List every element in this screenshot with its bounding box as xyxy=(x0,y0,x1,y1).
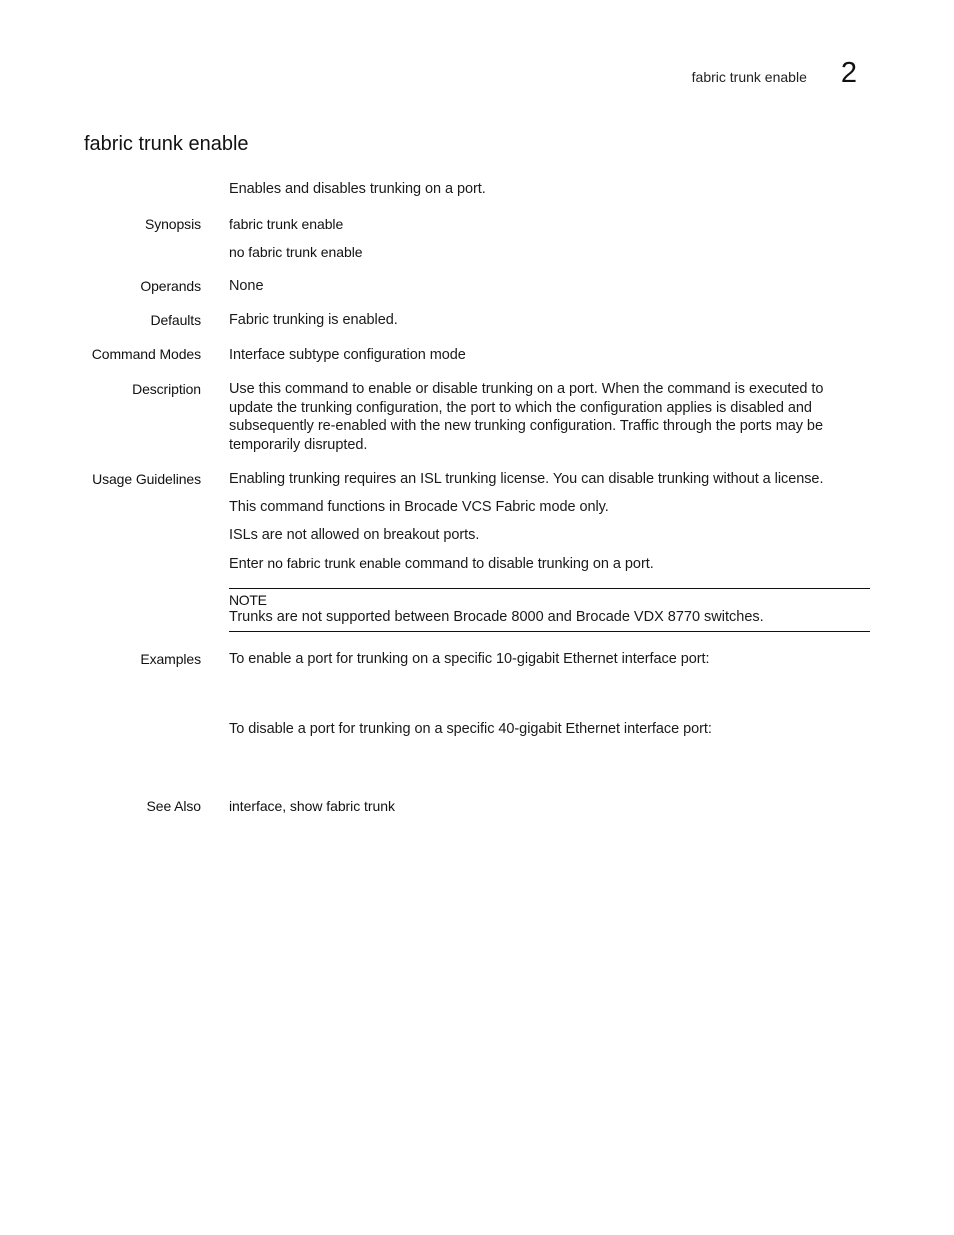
defaults-text: Fabric trunking is enabled. xyxy=(229,312,398,328)
example-2-text: To disable a port for trunking on a specific 40-gigabit Ethernet interface port: xyxy=(229,721,712,737)
description-text: Use this command to enable or disable trunking on a port. When the command is executed to update the trunking configuration, the port to which the configuration applies is disabled and subsequently re-enabled with the new trunking configuration. Traffic through the ports may be temporarily disrupted. xyxy=(229,381,824,453)
command-modes-text: Interface subtype configuration mode xyxy=(229,347,466,363)
running-header-title: fabric trunk enable xyxy=(691,68,807,85)
page-title: fabric trunk enable xyxy=(84,133,249,155)
example-1-text: To enable a port for trunking on a specific 10-gigabit Ethernet interface port: xyxy=(229,651,710,667)
usage-p4-suffix: command to disable trunking on a port. xyxy=(400,556,654,572)
synopsis-line-2: no fabric trunk enable xyxy=(229,244,363,260)
note-box xyxy=(229,588,870,632)
note-text: Trunks are not supported between Brocade 8000 and Brocade VDX 8770 switches. xyxy=(229,609,764,625)
see-also-label: See Also xyxy=(146,798,201,814)
usage-paragraph-2: This command functions in Brocade VCS Fabric mode only. xyxy=(229,499,609,515)
chapter-number: 2 xyxy=(840,57,857,89)
operands-label: Operands xyxy=(140,278,201,294)
usage-guidelines-label: Usage Guidelines xyxy=(92,471,201,487)
usage-paragraph-1: Enabling trunking requires an ISL trunking license. You can disable trunking without a license. xyxy=(229,471,824,487)
usage-p4-command: no fabric trunk enable xyxy=(267,555,401,571)
command-modes-label: Command Modes xyxy=(91,346,201,362)
running-header xyxy=(692,57,857,90)
usage-paragraph-4 xyxy=(229,554,849,574)
synopsis-line-1: fabric trunk enable xyxy=(229,216,344,232)
operands-text: None xyxy=(229,278,264,294)
description-label: Description xyxy=(132,381,201,397)
examples-label: Examples xyxy=(140,651,201,667)
synopsis-label: Synopsis xyxy=(144,216,201,232)
usage-paragraph-3: ISLs are not allowed on breakout ports. xyxy=(229,527,480,543)
see-also-text: interface, show fabric trunk xyxy=(229,798,395,814)
note-label: NOTE xyxy=(229,592,267,608)
intro-text: Enables and disables trunking on a port. xyxy=(229,181,486,197)
defaults-label: Defaults xyxy=(150,312,201,328)
usage-p4-prefix: Enter xyxy=(229,556,268,572)
